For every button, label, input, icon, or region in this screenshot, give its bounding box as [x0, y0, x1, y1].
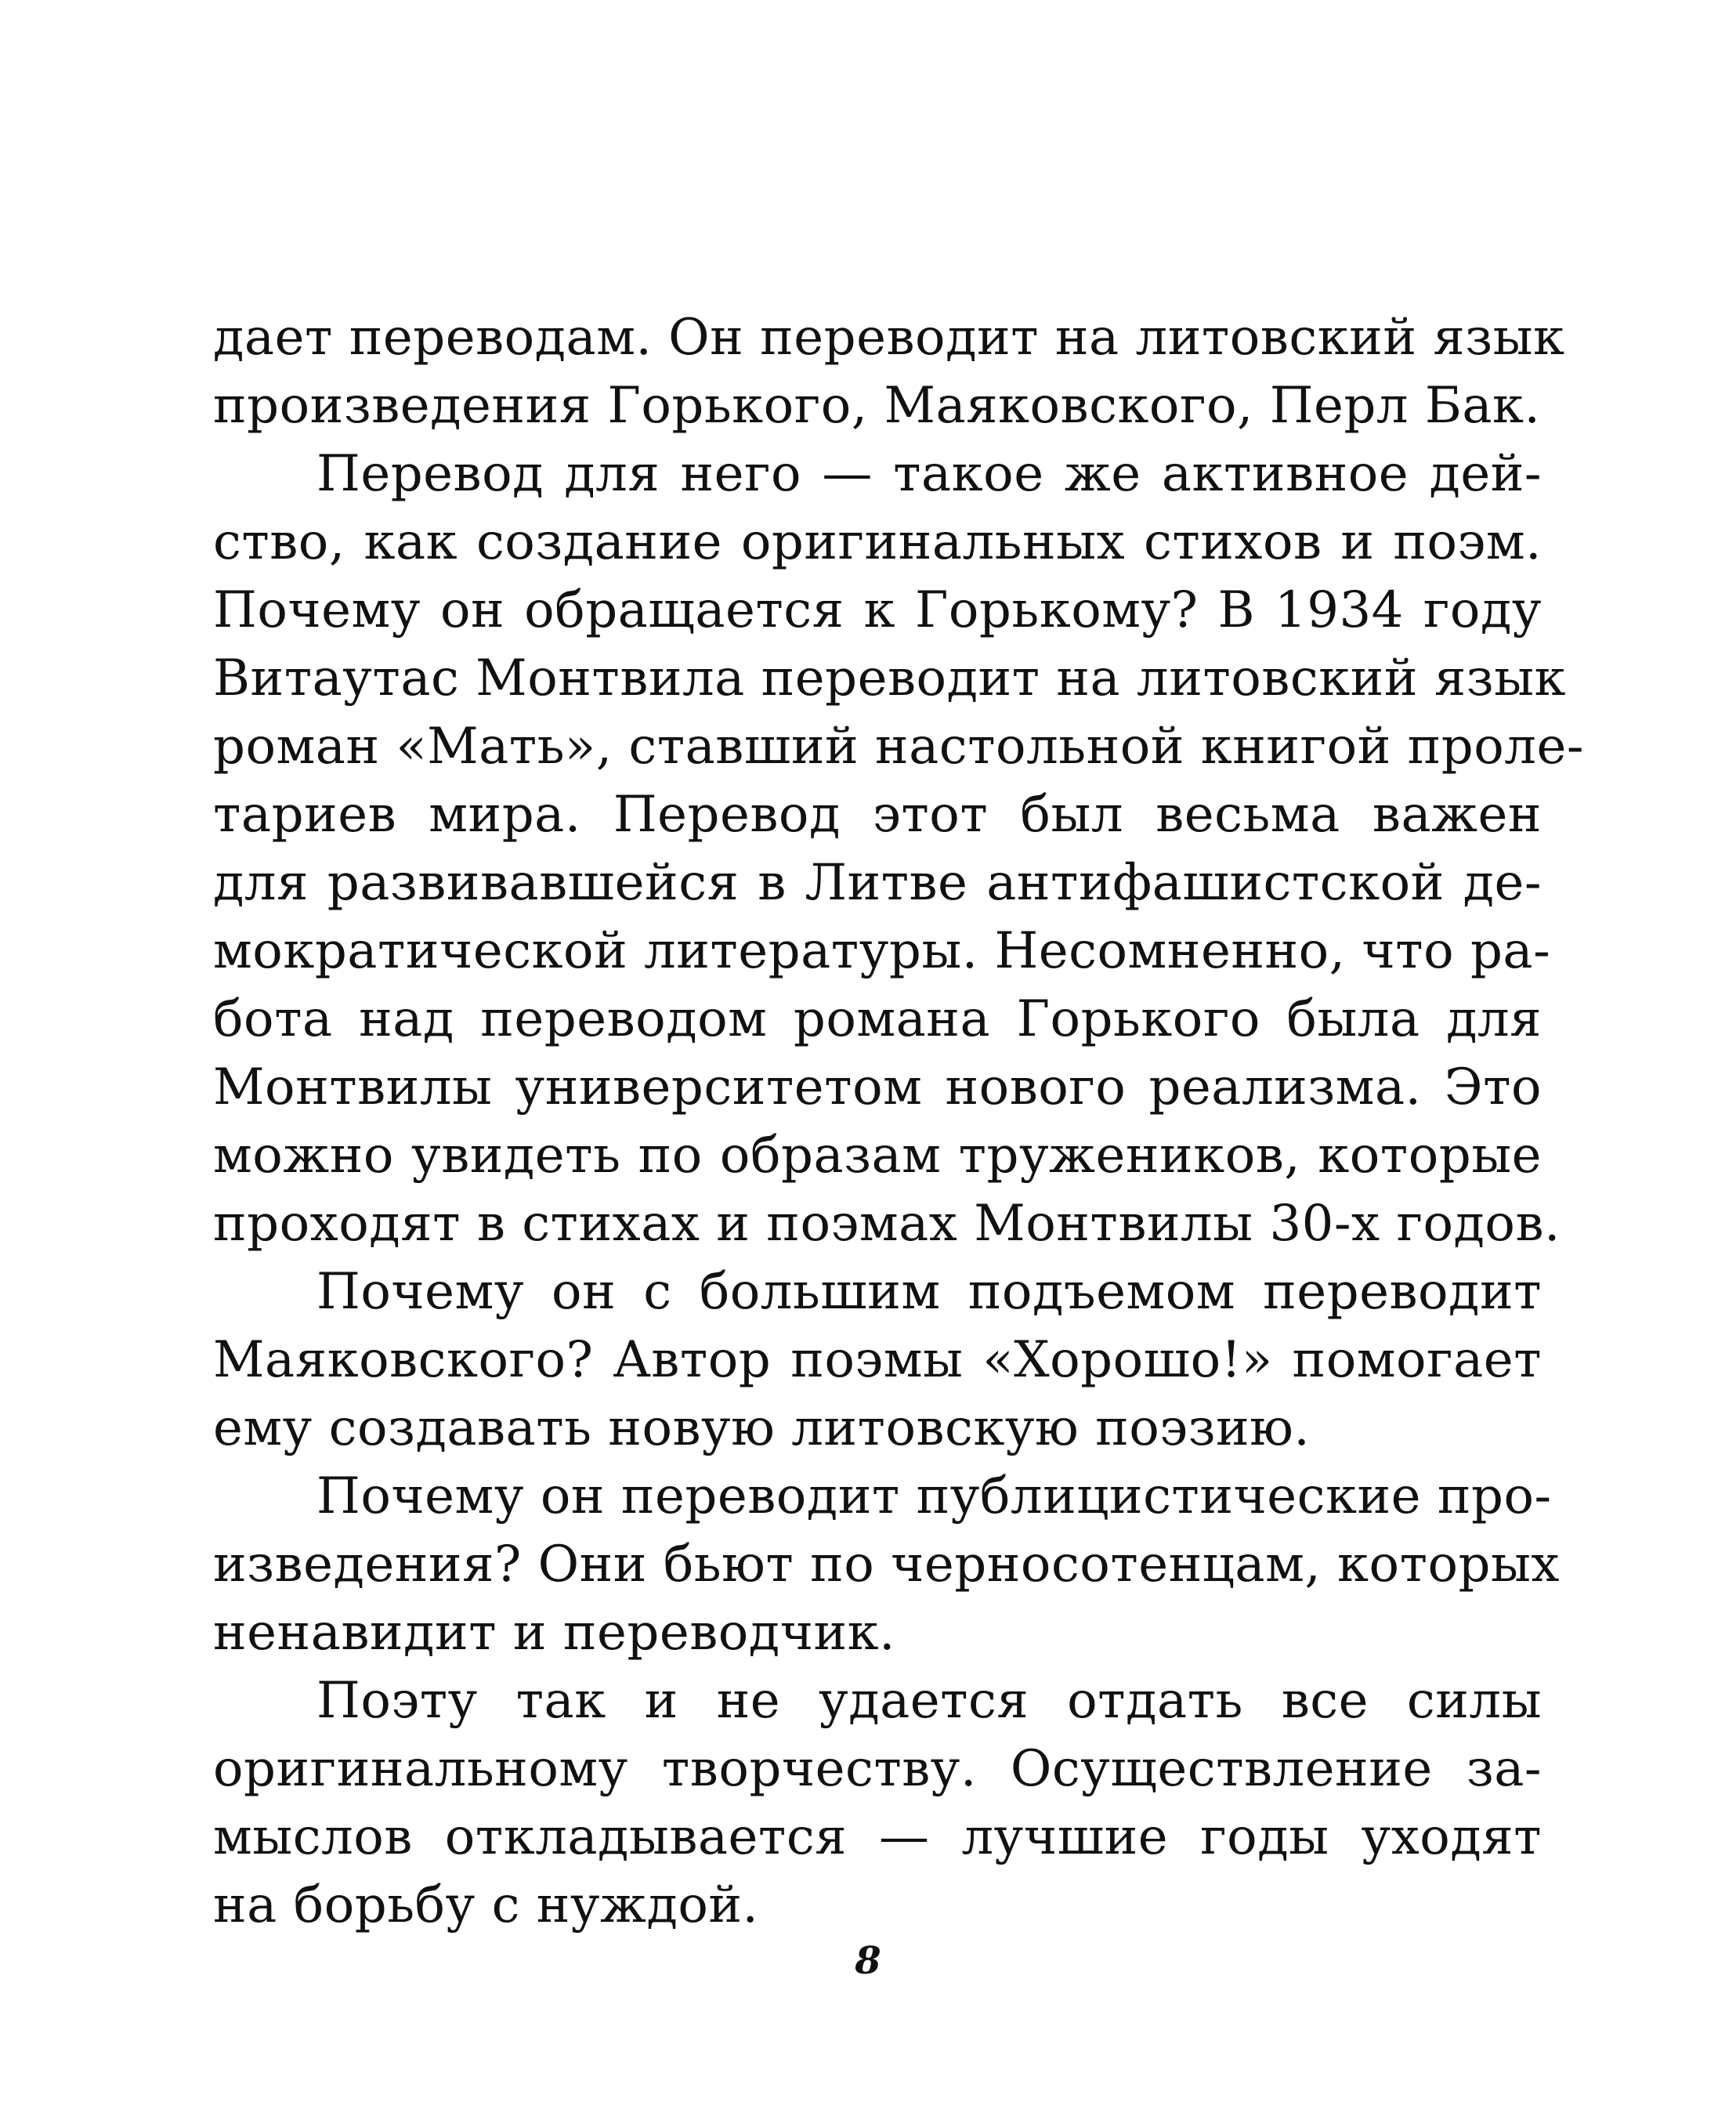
- text-line: проходят в стихах и поэмах Монтвилы 30-х годов.: [213, 1195, 1561, 1253]
- text-line: Поэту так и не удается отдать все силы: [316, 1672, 1542, 1730]
- text-line: ненавидит и переводчик.: [213, 1604, 895, 1662]
- text-line: произведения Горького, Маяковского, Перл Бак.: [213, 377, 1541, 435]
- text-line: ство, как создание оригинальных стихов и поэм.: [213, 513, 1542, 571]
- text-line: роман «Мать», ставший настольной книгой проле-: [213, 718, 1584, 776]
- text-line: мыслов откладывается — лучшие годы уходят: [213, 1808, 1542, 1866]
- text-line: можно увидеть по образам тружеников, которые: [213, 1127, 1542, 1185]
- text-line: на борьбу с нуждой.: [213, 1876, 759, 1934]
- text-line: оригинальному творчеству. Осуществление за-: [213, 1740, 1542, 1798]
- body-text: [213, 304, 1584, 1940]
- text-line: бота над переводом романа Горького была для: [213, 990, 1542, 1048]
- page-number: 8: [855, 1939, 881, 1983]
- text-line: Почему он с большим подъемом переводит: [316, 1263, 1542, 1321]
- text-line: Маяковского? Автор поэмы «Хорошо!» помогает: [213, 1331, 1542, 1389]
- text-line: Монтвилы университетом нового реализма. Это: [213, 1058, 1542, 1116]
- text-line: дает переводам. Он переводит на литовский язык: [213, 309, 1565, 367]
- text-line: Перевод для него — такое же активное дей-: [316, 445, 1542, 503]
- text-line: изведения? Они бьют по черносотенцам, которых: [213, 1536, 1560, 1594]
- text-line: Почему он обращается к Горькому? В 1934 году: [213, 581, 1542, 639]
- text-line: мократической литературы. Несомненно, что ра-: [213, 922, 1551, 980]
- text-line: ему создавать новую литовскую поэзию.: [213, 1399, 1311, 1457]
- text-line: тариев мира. Перевод этот был весьма важен: [213, 786, 1542, 844]
- text-line: Почему он переводит публицистические про-: [316, 1467, 1552, 1525]
- text-line: для развивавшейся в Литве антифашистской де-: [213, 854, 1542, 912]
- text-line: Витаутас Монтвила переводит на литовский язык: [213, 649, 1567, 707]
